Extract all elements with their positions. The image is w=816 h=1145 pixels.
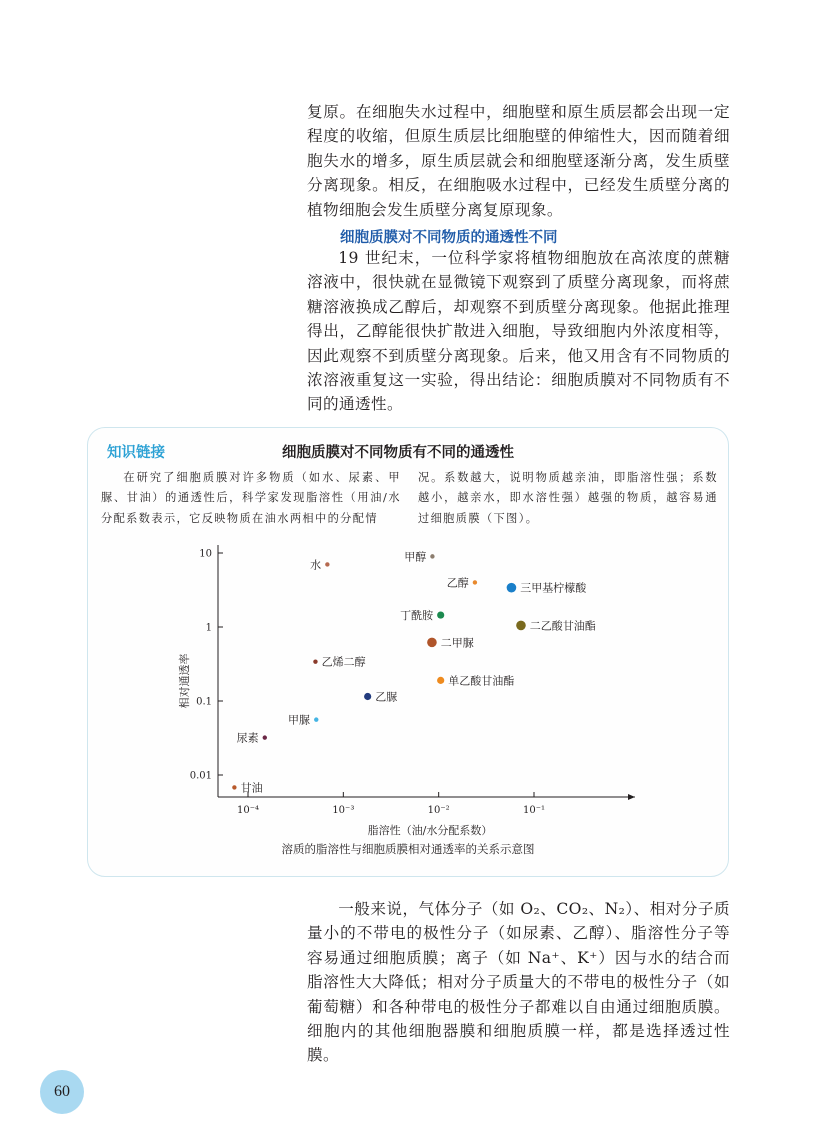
x-tick-label: 10⁻² — [427, 805, 450, 816]
data-point-label: 二甲脲 — [440, 636, 474, 650]
data-point-label: 甲醇 — [404, 550, 427, 564]
y-tick-label: 1 — [205, 622, 212, 634]
data-point — [314, 717, 318, 721]
x-tick-label: 10⁻¹ — [522, 805, 546, 816]
data-point-label: 三甲基柠檬酸 — [520, 581, 587, 595]
data-point — [263, 735, 267, 739]
data-point — [430, 554, 434, 558]
box-text-left: 在研究了细胞质膜对许多物质（如水、尿素、甲脲、甘油）的通透性后，科学家发现脂溶性（用油/水分配系数表示，它反映物质在油水两相中的分配情 — [101, 471, 401, 525]
data-point — [516, 621, 526, 631]
data-point — [437, 677, 444, 684]
data-point-label: 单乙酸甘油酯 — [448, 674, 515, 688]
y-tick-label: 0.1 — [196, 696, 212, 708]
paragraph-experiment: 19 世纪末，一位科学家将植物细胞放在高浓度的蔗糖溶液中，很快就在显微镜下观察到了质壁分离现象，而将蔗糖溶液换成乙醇后，却观察不到质壁分离现象。他据此推理得出，乙醇能很快扩散进入细胞，导致细胞内外浓度相等，因此观察不到质壁分离现象。后来，他又用含有不同物质的浓溶液重复这一实验，得出结论：细胞质膜对不同物质有不同的通透性。 — [307, 249, 730, 414]
y-tick-label: 10 — [199, 548, 212, 560]
x-axis-arrow — [628, 794, 635, 800]
data-point-label: 二乙酸甘油酯 — [529, 619, 596, 633]
x-tick-label: 10⁻³ — [332, 805, 355, 816]
data-point-label: 乙醇 — [446, 576, 469, 590]
data-point — [313, 659, 317, 663]
page-number: 60 — [40, 1070, 84, 1114]
data-point — [325, 562, 329, 566]
data-point-label: 尿素 — [236, 731, 259, 745]
data-point — [364, 693, 371, 700]
data-point-label: 乙烯二醇 — [321, 655, 366, 669]
data-point-label: 甘油 — [240, 781, 263, 795]
y-axis-label: 相对通透率 — [178, 653, 191, 709]
data-point — [232, 785, 236, 789]
data-point-label: 水 — [310, 558, 322, 572]
data-point-label: 丁酰胺 — [400, 609, 434, 623]
box-text-right: 况。系数越大，说明物质越亲油，即脂溶性强；系数越小，越亲水，即水溶性强）越强的物质，越容易通过细胞质膜（下图）。 — [418, 471, 718, 525]
figure-caption: 溶质的脂溶性与细胞质膜相对通透率的关系示意图 — [281, 842, 535, 856]
data-point — [427, 638, 437, 648]
data-point-label: 甲脲 — [288, 713, 311, 727]
data-point — [507, 583, 517, 593]
data-point — [473, 580, 477, 584]
paragraph-selective-permeability: 一般来说，气体分子（如 O₂、CO₂、N₂）、相对分子质量小的不带电的极性分子（如尿素、乙醇）、脂溶性分子等容易通过细胞质膜；离子（如 Na⁺、K⁺）因与水的结合而脂溶性大大降低；相对分子质量大的不带电的极性分子（如葡萄糖）和各种带电的极性分子都难以自由通过细胞质膜。细胞内的其他细胞器膜和细胞质膜一样，都是选择透过性膜。 — [307, 900, 730, 1065]
y-tick-label: 0.01 — [189, 770, 212, 782]
x-tick-label: 10⁻⁴ — [236, 805, 260, 816]
box-title: 细胞质膜对不同物质有不同的通透性 — [282, 445, 514, 461]
permeability-scatter-chart — [150, 540, 650, 840]
data-point-label: 乙脲 — [375, 690, 398, 704]
data-point — [437, 611, 444, 618]
x-axis-label: 脂溶性（油/水分配系数） — [367, 824, 493, 837]
section-heading: 细胞质膜对不同物质的通透性不同 — [340, 230, 558, 246]
knowledge-link-tag: 知识链接 — [107, 445, 165, 461]
paragraph-plasmolysis: 复原。在细胞失水过程中，细胞壁和原生质层都会出现一定程度的收缩，但原生质层比细胞壁的伸缩性大，因而随着细胞失水的增多，原生质层就会和细胞壁逐渐分离，发生质壁分离现象。相反，在细胞吸水过程中，已经发生质壁分离的植物细胞会发生质壁分离复原现象。 — [307, 103, 730, 219]
